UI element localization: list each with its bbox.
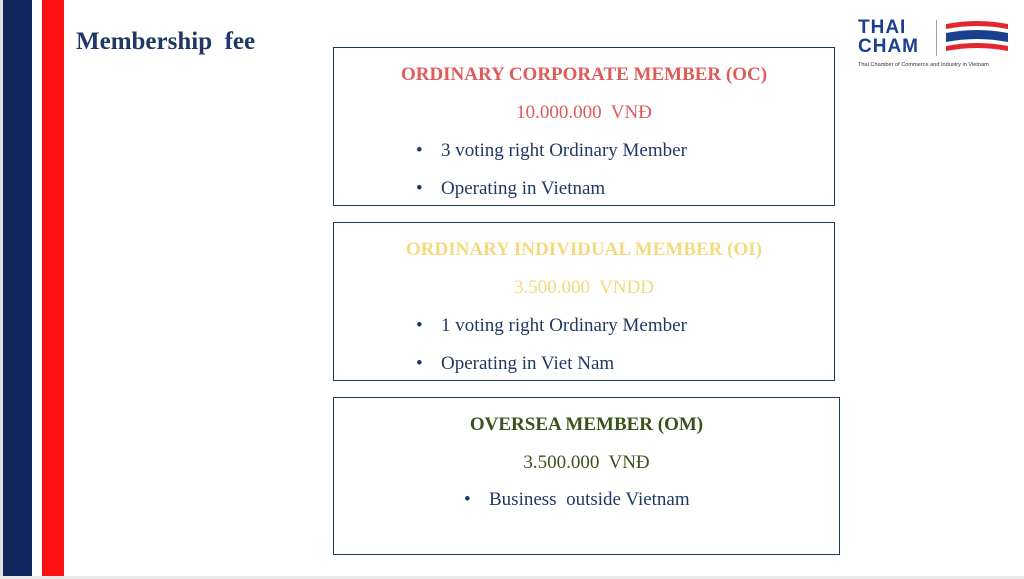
logo-word-thai: THAI [858, 17, 907, 38]
benefit-item: • 1 voting right Ordinary Member [416, 315, 687, 353]
membership-title: ORDINARY CORPORATE MEMBER (OC) [400, 64, 768, 85]
membership-benefits [416, 315, 687, 391]
membership-benefits [416, 140, 687, 216]
benefit-item: • Operating in Vietnam [416, 178, 687, 216]
membership-title: OVERSEA MEMBER (OM) [469, 414, 704, 435]
membership-price: 3.500.000 VNDD [513, 277, 655, 298]
thaicham-logo [856, 16, 1012, 74]
membership-benefits [464, 489, 690, 527]
membership-title: ORDINARY INDIVIDUAL MEMBER (OI) [406, 239, 762, 260]
membership-card-oc [333, 47, 835, 206]
membership-card-om [333, 397, 840, 555]
benefit-item: • Business outside Vietnam [464, 489, 690, 527]
page-title: Membership fee [76, 28, 256, 55]
logo-tagline: Thai Chamber of Commerce and Industry in Vietnam [858, 62, 989, 68]
thai-flag-icon [944, 18, 1010, 56]
membership-price: 10.000.000 VNĐ [516, 102, 652, 123]
membership-price: 3.500.000 VNĐ [523, 452, 650, 473]
membership-card-oi [333, 222, 835, 381]
red-stripe [42, 0, 64, 576]
benefit-item: • 3 voting right Ordinary Member [416, 140, 687, 178]
benefit-item: • Operating in Viet Nam [416, 353, 687, 391]
logo-word-cham: CHAM [858, 36, 919, 57]
logo-separator [936, 20, 937, 56]
white-stripe [32, 0, 42, 576]
navy-stripe [3, 0, 32, 576]
